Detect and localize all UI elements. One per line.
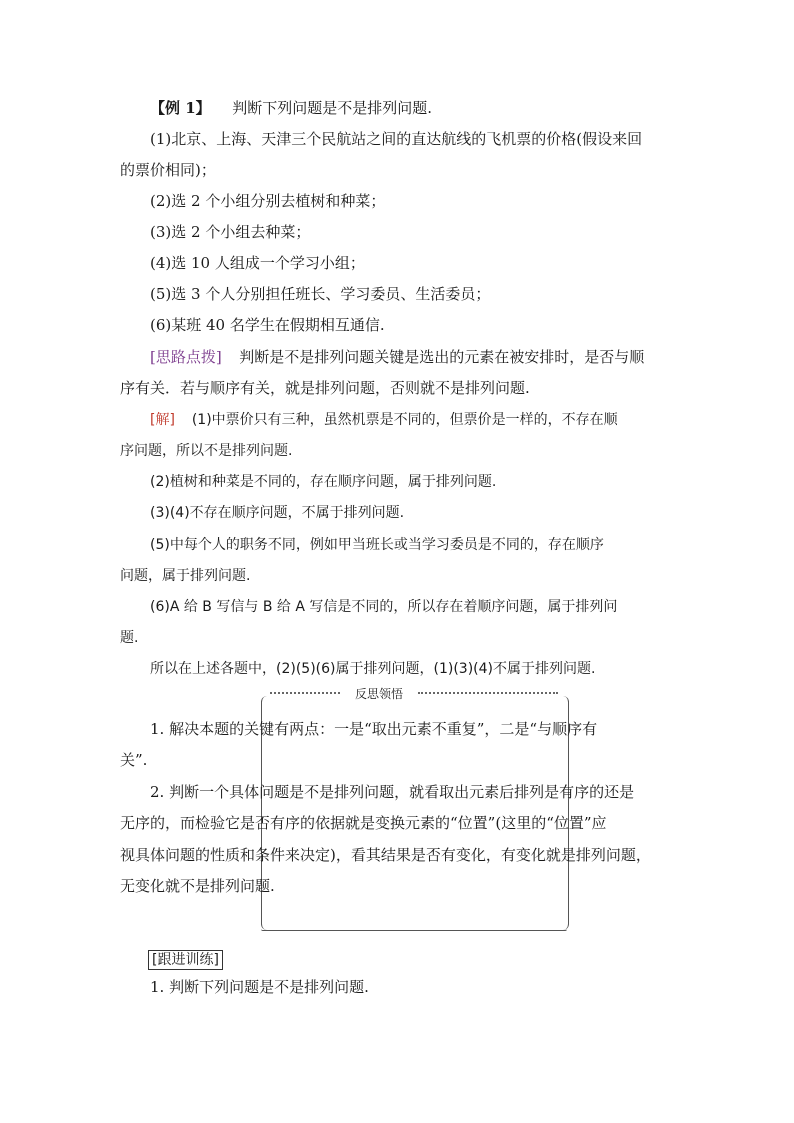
solution-line: (3)(4)不存在顺序问题，不属于排列问题. xyxy=(150,505,405,521)
solution-line: 序问题，所以不是排列问题. xyxy=(120,443,293,459)
reflection-line: 视具体问题的性质和条件来决定)，看其结果是否有变化，有变化就是排列问题， xyxy=(120,846,651,864)
reflection-line: 无变化就不是排列问题. xyxy=(120,877,275,895)
reflection-line: 1. 解决本题的关键有两点：一是“取出元素不重复”，二是“与顺序有 xyxy=(150,720,598,738)
example-item: (5)选 3 个人分别担任班长、学习委员、生活委员； xyxy=(150,285,491,303)
reflection-dots-left xyxy=(270,692,340,702)
example-item: (3)选 2 个小组去种菜； xyxy=(150,223,311,241)
hint-tag: [思路点拨] xyxy=(150,348,222,366)
example-item: (1)北京、上海、天津三个民航站之间的直达航线的飞机票的价格(假设来回 xyxy=(150,130,643,148)
follow-up-tag: [跟进训练] xyxy=(148,950,223,970)
solution-line xyxy=(150,410,710,430)
reflection-box-bottom xyxy=(261,929,567,931)
example-question: 判断下列问题是不是排列问题. xyxy=(232,99,433,117)
example-item: (6)某班 40 名学生在假期相互通信. xyxy=(150,316,385,334)
solution-line: (5)中每个人的职务不同，例如甲当班长或当学习委员是不同的，存在顺序 xyxy=(150,537,604,553)
solution-conclusion: 所以在上述各题中，(2)(5)(6)属于排列问题，(1)(3)(4)不属于排列问题. xyxy=(150,661,596,677)
example-label: 【例 1】 xyxy=(150,99,211,117)
example-item: (4)选 10 人组成一个学习小组； xyxy=(150,254,365,272)
example-item: 的票价相同)； xyxy=(120,161,216,179)
follow-up-item: 1. 判断下列问题是不是排列问题. xyxy=(150,978,369,996)
reflection-line: 关”. xyxy=(120,751,148,769)
solution-line: 问题，属于排列问题. xyxy=(120,568,251,584)
reflection-line: 2. 判断一个具体问题是不是排列问题，就看取出元素后排列是有序的还是 xyxy=(150,783,635,801)
solution-line: (6)A 给 B 写信与 B 给 A 写信是不同的，所以存在着顺序问题，属于排列问 xyxy=(150,599,618,615)
reflection-title: 反思领悟 xyxy=(354,687,403,701)
solution-line: (2)植树和种菜是不同的，存在顺序问题，属于排列问题. xyxy=(150,474,497,490)
hint-text: 判断是不是排列问题关键是选出的元素在被安排时，是否与顺 xyxy=(239,348,645,366)
example-item: (2)选 2 个小组分别去植树和种菜； xyxy=(150,192,386,210)
hint-line: 序有关．若与顺序有关，就是排列问题，否则就不是排列问题. xyxy=(120,379,530,397)
reflection-line: 无序的，而检验它是否有序的依据就是变换元素的“位置”(这里的“位置”应 xyxy=(120,814,607,832)
hint-line xyxy=(150,347,710,367)
solution-line: 题. xyxy=(120,630,139,646)
solution-tag: [解] xyxy=(150,412,175,428)
example-heading xyxy=(150,98,710,118)
reflection-dots-right xyxy=(418,692,558,702)
solution-text: (1)中票价只有三种，虽然机票是不同的，但票价是一样的，不存在顺 xyxy=(191,412,618,428)
